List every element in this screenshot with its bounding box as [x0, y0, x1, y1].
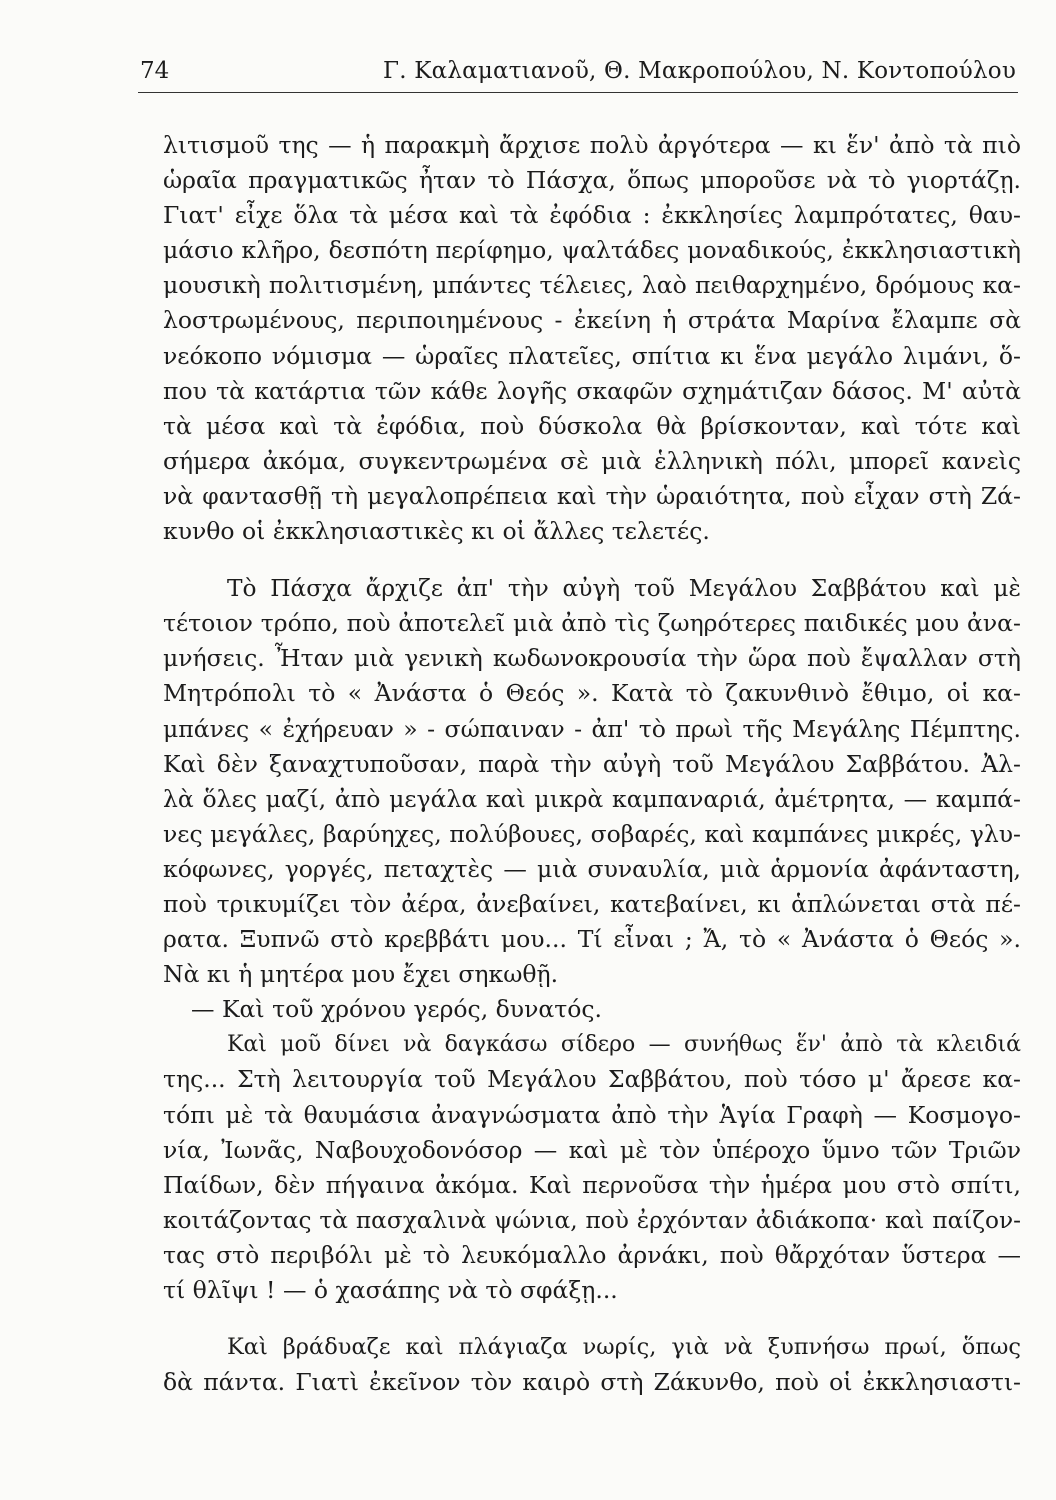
text-line: — Καὶ τοῦ χρόνου γερός, δυνατός. — [191, 995, 603, 1024]
paragraph-gap — [163, 1308, 1021, 1330]
text-line: Καὶ μοῦ δίνει νὰ δαγκάσω σίδερο — συνήθως ἕν' ἀπὸ τὰ κλειδιά — [227, 1032, 1021, 1058]
text-line: δὰ πάντα. Γιατὶ ἐκεῖνον τὸν καιρὸ στὴ Ζάκυνθο, ποὺ οἱ ἐκκλησιαστι- — [163, 1368, 1021, 1397]
text-line: λιτισμοῦ της — ἡ παρακμὴ ἄρχισε πολὺ ἀργότερα — κι ἕν' ἀπὸ τὰ πιὸ — [163, 131, 1021, 159]
running-head: Γ. Καλαματιανοῦ, Θ. Μακροπούλου, Ν. Κοντοπούλου — [383, 58, 1016, 84]
text-line: τας στὸ περιβόλι μὲ τὸ λευκόμαλλο ἀρνάκι, ποὺ θἄρχόταν ὕστερα — — [163, 1240, 1021, 1269]
text-line: ρατα. Ξυπνῶ στὸ κρεββάτι μου... Τί εἶναι ; Ἄ, τὸ « Ἀνάστα ὁ Θεός ». — [163, 925, 1021, 954]
text-line: Γιατ' εἶχε ὅλα τὰ μέσα καὶ τὰ ἐφόδια : ἐκκλησίες λαμπρότατες, θαυ- — [163, 201, 1021, 230]
paragraph-gap — [163, 549, 1021, 571]
text-line: Παίδων, δὲν πήγαινα ἀκόμα. Καὶ περνοῦσα τὴν ἡμέρα μου στὸ σπίτι, — [163, 1170, 1021, 1199]
text-line: που τὰ κατάρτια τῶν κάθε λογῆς σκαφῶν σχημάτιζαν δάσος. Μ' αὐτὰ — [163, 376, 1021, 405]
text-line: ποὺ τρικυμίζει τὸν ἀέρα, ἀνεβαίνει, κατεβαίνει, κι ἁπλώνεται στὰ πέ- — [163, 889, 1021, 918]
text-line: νεόκοπο νόμισμα — ὡραῖες πλατεῖες, σπίτια κι ἕνα μεγάλο λιμάνι, ὅ- — [163, 341, 1021, 370]
text-line: σήμερα ἀκόμα, συγκεντρωμένα σὲ μιὰ ἑλληνικὴ πόλι, μπορεῖ κανεὶς — [163, 446, 1021, 475]
page-header — [138, 58, 1018, 93]
text-line: μπάνες « ἐχήρευαν » - σώπαιναν - ἀπ' τὸ πρωὶ τῆς Μεγάλης Πέμπτης. — [163, 714, 1021, 743]
text-line: νες μεγάλες, βαρύηχες, πολύβουες, σοβαρές, καὶ καμπάνες μικρές, γλυ- — [163, 819, 1021, 848]
text-line: τί θλῖψι ! — ὁ χασάπης νὰ τὸ σφάξῃ... — [163, 1276, 618, 1304]
text-line: τόπι μὲ τὰ θαυμάσια ἀναγνώσματα ἀπὸ τὴν Ἁγία Γραφὴ — Κοσμογο- — [163, 1100, 1021, 1129]
body-text — [163, 128, 1021, 1400]
text-line: της... Στὴ λειτουργία τοῦ Μεγάλου Σαββάτου, ποὺ τόσο μ' ἄρεσε κα- — [163, 1065, 1021, 1094]
dialogue-paragraph — [163, 992, 1021, 1027]
text-line: Μητρόπολι τὸ « Ἀνάστα ὁ Θεός ». Κατὰ τὸ ζακυνθινὸ ἔθιμο, οἱ κα- — [163, 679, 1021, 708]
text-line: λοστρωμένους, περιποιημένους - ἐκείνη ἡ στράτα Μαρίνα ἔλαμπε σὰ — [163, 306, 1021, 335]
text-line: κοιτάζοντας τὰ πασχαλινὰ ψώνια, ποὺ ἐρχόνταν ἀδιάκοπα· καὶ παίζον- — [163, 1206, 1021, 1234]
paragraph — [163, 128, 1021, 549]
text-line: μουσικὴ πολιτισμένη, μπάντες τέλειες, λαὸ πειθαρχημένο, δρόμους κα- — [163, 271, 1021, 300]
text-line: κυνθο οἱ ἐκκλησιαστικὲς κι οἱ ἄλλες τελετές. — [163, 517, 710, 546]
paragraph — [163, 1027, 1021, 1308]
paragraph — [163, 571, 1021, 992]
text-line: ὡραῖα πραγματικῶς ἦταν τὸ Πάσχα, ὅπως μποροῦσε νὰ τὸ γιορτάζῃ. — [163, 166, 1021, 195]
page-number: 74 — [140, 58, 170, 84]
text-line: Τὸ Πάσχα ἄρχιζε ἀπ' τὴν αὐγὴ τοῦ Μεγάλου Σαββάτου καὶ μὲ — [227, 575, 1021, 603]
text-line: Νὰ κι ἡ μητέρα μου ἔχει σηκωθῇ. — [163, 960, 559, 989]
text-line: κόφωνες, γοργές, πεταχτὲς — μιὰ συναυλία, μιὰ ἁρμονία ἀφάνταστη, — [163, 854, 1021, 883]
text-line: Καὶ δὲν ξαναχτυποῦσαν, παρὰ τὴν αὐγὴ τοῦ Μεγάλου Σαββάτου. Ἀλ- — [163, 749, 1021, 778]
text-line: Καὶ βράδυαζε καὶ πλάγιαζα νωρίς, γιὰ νὰ ξυπνήσω πρωί, ὅπως — [227, 1334, 1021, 1361]
text-line: τὰ μέσα καὶ τὰ ἐφόδια, ποὺ δύσκολα θὰ βρίσκονταν, καὶ τότε καὶ — [163, 411, 1021, 440]
paragraph — [163, 1330, 1021, 1400]
text-line: λὰ ὅλες μαζί, ἀπὸ μεγάλα καὶ μικρὰ καμπαναριά, ἀμέτρητα, — καμπά- — [163, 784, 1021, 813]
text-line: μάσιο κλῆρο, δεσπότη περίφημο, ψαλτάδες μοναδικούς, ἐκκλησιαστικὴ — [163, 236, 1021, 265]
text-line: νὰ φαντασθῇ τὴ μεγαλοπρέπεια καὶ τὴν ὡραιότητα, ποὺ εἶχαν στὴ Ζά- — [163, 481, 1021, 510]
text-line: μνήσεις. Ἦταν μιὰ γενικὴ κωδωνοκρουσία τὴν ὥρα ποὺ ἔψαλλαν στὴ — [163, 644, 1021, 673]
text-line: νία, Ἰωνᾶς, Ναβουχοδονόσορ — καὶ μὲ τὸν ὑπέροχο ὕμνο τῶν Τριῶν — [163, 1135, 1021, 1164]
text-line: τέτοιον τρόπο, ποὺ ἀποτελεῖ μιὰ ἀπὸ τὶς ζωηρότερες παιδικές μου ἀνα- — [163, 609, 1021, 638]
